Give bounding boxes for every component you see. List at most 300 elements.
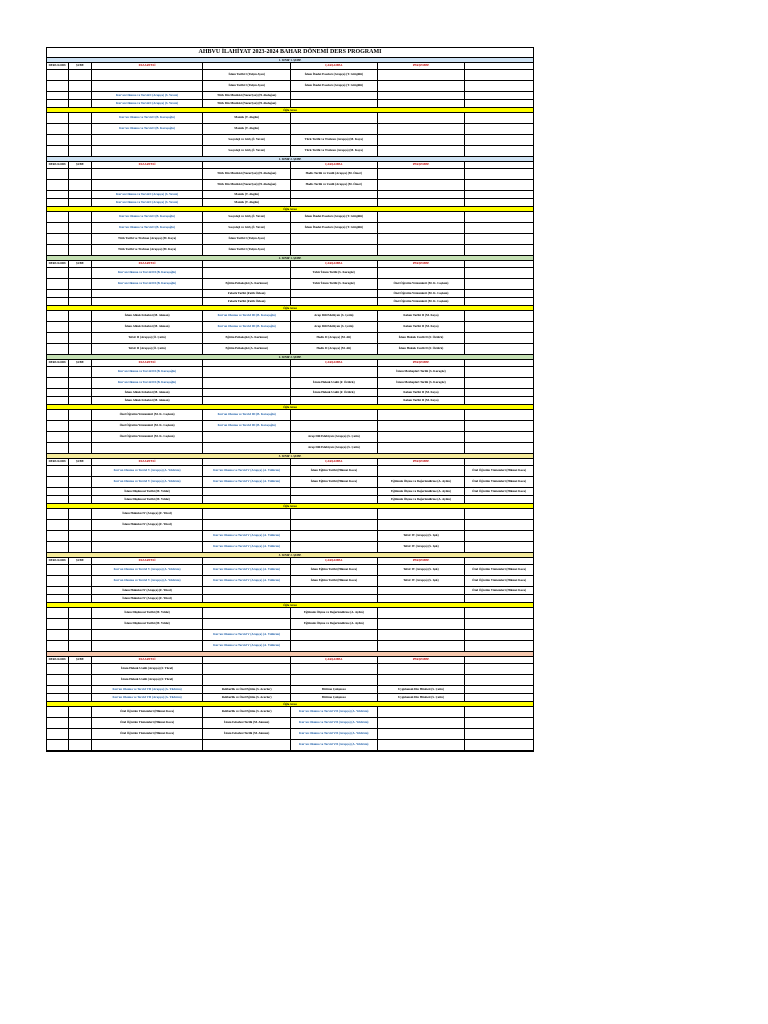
course-cell <box>69 92 92 99</box>
course-cell: Eğitimde Ölçme ve Değerlendirme (A. Aydın) <box>378 477 466 487</box>
header-cell: ÇARŞAMBA <box>291 459 378 465</box>
lunch-break-row: Öğle Arası <box>47 702 533 707</box>
course-cell <box>47 223 69 233</box>
course-cell: Kur'an Okuma ve Tecvid I (Arapça) (S. Yavuz) <box>92 191 204 198</box>
course-cell <box>378 212 466 222</box>
schedule-row <box>47 397 533 405</box>
course-cell <box>69 100 92 107</box>
lunch-break-row: Öğle Arası <box>47 207 533 212</box>
course-cell: İslam Tarihi I (Yalçın Aysu) <box>203 70 291 80</box>
section-band: 1. SINIF 1. ŞUBE <box>47 58 533 63</box>
course-cell: Kelam Tarihi II (M. Kaya) <box>378 389 466 396</box>
course-cell: İslam Hukuku IV (Arapça) (F. Yücel) <box>92 595 204 602</box>
course-cell <box>47 509 69 519</box>
course-cell <box>47 707 69 717</box>
course-cell <box>47 608 69 618</box>
course-cell <box>69 290 92 297</box>
course-cell <box>47 135 69 145</box>
course-cell: Özel Öğretim Yöntemleri (Hikmet Koca) <box>472 567 527 572</box>
course-cell <box>69 389 92 396</box>
course-cell <box>47 587 69 594</box>
course-cell <box>465 245 533 255</box>
course-cell <box>69 576 92 586</box>
course-cell <box>465 729 533 739</box>
course-cell: Uygulamalı Din Hitabeti (S. Çetin) <box>378 694 466 701</box>
course-cell <box>291 496 378 503</box>
course-cell <box>47 199 69 206</box>
header-cell: PAZARTESİ <box>92 261 204 267</box>
course-cell: İslam Felsefesi Tarihi (M. Akman) <box>203 718 291 728</box>
course-cell <box>291 520 378 530</box>
course-cell: İslam Felsefesi Tarihi (M. Akman) <box>203 729 291 739</box>
header-cell: DERS KODU <box>47 162 69 168</box>
course-cell: Türk Tarihi ve Trabzon (Arapça) (M. Kaya) <box>92 245 204 255</box>
course-cell <box>378 520 466 530</box>
course-cell: Eğitimde Ölçme ve Değerlendirme (A. Aydın) <box>378 488 466 495</box>
course-cell: Arap Dili Edebiyatı (Arapça) (S. Çetin) <box>291 432 378 442</box>
course-cell: Tefsir IV (Arapça) (S. Işık) <box>378 576 466 586</box>
course-cell <box>378 410 466 420</box>
header-cell: ÇARŞAMBA <box>291 360 378 366</box>
header-cell: ŞUBE <box>69 360 92 366</box>
course-cell <box>47 212 69 222</box>
course-cell: İslam Eğitim Tarihi (Hikmet Koca) <box>291 466 378 476</box>
course-cell <box>465 675 533 685</box>
course-cell: İslam Hukuku IV (Arapça) (F. Yücel) <box>92 509 204 519</box>
course-cell: Kur'an Okuma ve Tecvid V (Arapça) (A. Yıldırım) <box>92 466 204 476</box>
header-cell <box>465 558 533 564</box>
course-cell <box>47 421 69 431</box>
schedule-row <box>47 641 533 652</box>
course-cell <box>47 520 69 530</box>
course-cell <box>465 520 533 530</box>
course-cell <box>203 432 291 442</box>
schedule-row <box>47 466 533 477</box>
header-cell <box>203 558 291 564</box>
course-cell: Kur'an Okuma ve Tecvid V (Arapça) (A. Yıldırım) <box>203 576 291 586</box>
header-cell: ŞUBE <box>69 63 92 69</box>
course-cell: Kur'an Okuma ve Tecvid III (B. Karaçoğlu) <box>203 421 291 431</box>
course-cell <box>47 298 69 305</box>
course-cell: İslam Tarihi I (Yalçın Aysu) <box>203 245 291 255</box>
course-cell <box>378 146 466 156</box>
course-cell <box>47 542 69 552</box>
course-cell <box>47 443 69 453</box>
course-cell <box>291 531 378 541</box>
header-cell: PERŞEMBE <box>378 261 466 267</box>
header-cell: ÇARŞAMBA <box>291 63 378 69</box>
course-cell <box>291 245 378 255</box>
course-cell <box>69 421 92 431</box>
schedule-row <box>47 298 533 306</box>
course-cell <box>465 496 533 503</box>
course-cell <box>465 199 533 206</box>
course-cell <box>465 212 533 222</box>
course-cell: Özel Öğretim Yöntemleri (M. K. Coşkun) <box>92 421 204 431</box>
course-cell: Rehberlik ve Özel Eğitim (S. Acarlar) <box>203 707 291 717</box>
course-cell: İslam Düşüncesi Tarihi (M. Yıldız) <box>92 608 204 618</box>
header-row <box>47 459 533 466</box>
course-cell <box>465 718 533 728</box>
course-cell: Kur'an Okuma ve Tecvid I (Arapça) (S. Yavuz) <box>92 199 204 206</box>
course-cell <box>47 146 69 156</box>
schedule-row <box>47 587 533 595</box>
course-cell: İslam Ahlak Felsefesi (M. Akman) <box>92 311 204 321</box>
course-cell: İslam Düşüncesi Tarihi (M. Yıldız) <box>92 488 204 495</box>
course-cell: Özel Öğretim Yöntemleri (M. K. Coşkun) <box>92 410 204 420</box>
course-cell <box>203 488 291 495</box>
header-cell <box>465 261 533 267</box>
course-cell: Tefsir IV (Arapça) (S. Işık) <box>378 542 466 552</box>
course-cell <box>47 686 69 693</box>
course-cell <box>69 443 92 453</box>
course-cell <box>47 740 69 750</box>
course-cell <box>92 531 204 541</box>
course-cell <box>378 191 466 198</box>
course-cell <box>47 344 69 354</box>
course-cell <box>378 245 466 255</box>
course-cell <box>465 619 533 629</box>
course-cell <box>291 290 378 297</box>
course-cell <box>69 686 92 693</box>
course-cell: Kur'an Okuma ve Tecvid III (B. Karaçoğlu) <box>203 410 291 420</box>
header-cell: DERS KODU <box>47 558 69 564</box>
course-cell: Bitirme Çalışması <box>291 686 378 693</box>
course-cell: Tefsir İslam Tarihi (S. Karagöz) <box>291 268 378 278</box>
course-cell: Özel Öğretim Yöntemleri (Hikmet Koca) <box>472 587 527 592</box>
course-cell <box>47 245 69 255</box>
course-cell <box>47 234 69 244</box>
course-cell <box>465 333 533 343</box>
course-cell <box>291 234 378 244</box>
header-cell: ÇARŞAMBA <box>291 558 378 564</box>
course-cell <box>378 587 466 594</box>
course-cell <box>291 542 378 552</box>
course-cell: Tefsir IV (Arapça) (S. Işık) <box>378 565 466 575</box>
course-cell <box>203 389 291 396</box>
course-cell <box>69 378 92 388</box>
course-cell: Özel Öğretim Yöntemleri (M. K. Coşkun) <box>378 290 466 297</box>
course-cell <box>92 641 204 651</box>
course-cell <box>465 410 533 420</box>
course-cell <box>69 344 92 354</box>
schedule-row <box>47 212 533 223</box>
course-cell <box>291 191 378 198</box>
course-cell <box>47 81 69 91</box>
course-cell <box>465 694 533 701</box>
course-cell <box>378 608 466 618</box>
schedule-row <box>47 542 533 553</box>
course-cell <box>291 630 378 640</box>
schedule-row <box>47 410 533 421</box>
course-cell <box>378 641 466 651</box>
header-cell: ŞUBE <box>69 261 92 267</box>
course-cell <box>378 113 466 123</box>
course-cell <box>465 664 533 674</box>
course-cell <box>291 124 378 134</box>
schedule-row <box>47 664 533 675</box>
course-cell <box>69 279 92 289</box>
header-cell: PERŞEMBE <box>378 63 466 69</box>
course-cell: Kur'an Okuma ve Tecvid III (B. Karaçoğlu) <box>92 268 204 278</box>
course-cell <box>69 694 92 701</box>
schedule-row <box>47 389 533 397</box>
header-cell: PERŞEMBE <box>378 162 466 168</box>
header-cell <box>203 657 291 663</box>
schedule-row <box>47 191 533 199</box>
header-cell: DERS KODU <box>47 63 69 69</box>
course-cell <box>291 397 378 404</box>
course-cell <box>92 81 204 91</box>
course-cell <box>69 322 92 332</box>
header-cell: PAZARTESİ <box>92 657 204 663</box>
course-cell <box>69 641 92 651</box>
schedule-row <box>47 290 533 298</box>
course-cell <box>69 432 92 442</box>
course-cell <box>203 509 291 519</box>
course-cell: Eğitim Psikolojisi (A. Korkmaz) <box>203 279 291 289</box>
course-cell: İslam Eğitim Tarihi (Hikmet Koca) <box>291 477 378 487</box>
course-cell <box>47 466 69 476</box>
course-cell: Hadis Tarihi ve Usulü (Arapça) (M. Ömer) <box>291 180 378 190</box>
course-cell <box>203 367 291 377</box>
course-cell <box>465 641 533 651</box>
course-cell: Kur'an Okuma ve Tecvid I (B. Karaçoğlu) <box>92 113 204 123</box>
schedule-row <box>47 740 533 751</box>
course-cell <box>47 311 69 321</box>
schedule-row <box>47 113 533 124</box>
header-cell: DERS KODU <box>47 360 69 366</box>
course-cell <box>69 191 92 198</box>
course-cell <box>92 740 204 750</box>
course-cell <box>69 70 92 80</box>
course-cell: Kur'an Okuma ve Tecvid V (Arapça) (A. Yıldırım) <box>203 466 291 476</box>
header-cell <box>465 459 533 465</box>
course-cell <box>465 113 533 123</box>
course-cell <box>69 531 92 541</box>
course-cell: Türk Din Musikisi (Nazariyat) (H. Akdoğan) <box>203 100 291 107</box>
course-cell <box>465 81 533 91</box>
course-cell: Kur'an Okuma ve Tecvid III (B. Karaçoğlu) <box>92 378 204 388</box>
course-cell <box>465 509 533 519</box>
course-cell <box>69 113 92 123</box>
course-cell <box>465 389 533 396</box>
course-cell <box>69 595 92 602</box>
schedule-row <box>47 608 533 619</box>
course-cell: İslam Hukuku IV (Arapça) (F. Yücel) <box>92 587 204 594</box>
course-cell <box>47 664 69 674</box>
course-cell: Tefsir II (Arapça) (Ö. Çetin) <box>92 344 204 354</box>
course-cell <box>69 268 92 278</box>
course-cell <box>47 729 69 739</box>
header-cell <box>203 261 291 267</box>
course-cell <box>47 565 69 575</box>
lunch-break-row: Öğle Arası <box>47 504 533 509</box>
course-cell: Kur'an Okuma ve Tecvid V (Arapça) (A. Yıldırım) <box>203 630 291 640</box>
course-cell <box>378 432 466 442</box>
course-cell <box>465 740 533 750</box>
course-cell <box>465 124 533 134</box>
course-cell <box>465 397 533 404</box>
course-cell <box>47 641 69 651</box>
course-cell: Kur'an Okuma ve Tecvid V (Arapça) (A. Yıldırım) <box>203 542 291 552</box>
course-cell: Mantık (T. Akgün) <box>203 199 291 206</box>
schedule-row <box>47 520 533 531</box>
course-cell <box>69 488 92 495</box>
course-cell: İslam Hukuk Usulü (Arapça) (F. Yücel) <box>92 664 204 674</box>
course-cell <box>465 542 533 552</box>
course-cell <box>465 367 533 377</box>
course-cell <box>92 169 204 179</box>
course-cell <box>69 311 92 321</box>
course-cell <box>47 619 69 629</box>
course-cell <box>47 169 69 179</box>
course-cell <box>92 180 204 190</box>
course-cell <box>291 92 378 99</box>
course-cell: Özel Öğretim Yöntemleri (Hikmet Koca) <box>92 718 204 728</box>
course-cell <box>47 180 69 190</box>
course-cell <box>47 389 69 396</box>
course-cell <box>69 397 92 404</box>
lunch-break-row: Öğle Arası <box>47 108 533 113</box>
header-row <box>47 162 533 169</box>
course-cell <box>47 694 69 701</box>
course-cell <box>203 608 291 618</box>
schedule-row <box>47 367 533 378</box>
schedule-row <box>47 576 533 587</box>
schedule-row <box>47 694 533 702</box>
course-cell: İslam Düşüncesi Tarihi (M. Yıldız) <box>92 619 204 629</box>
course-cell: İslam Hukuku IV (Arapça) (F. Yücel) <box>92 520 204 530</box>
header-cell: DERS KODU <box>47 459 69 465</box>
schedule-row <box>47 488 533 496</box>
course-cell <box>47 675 69 685</box>
header-cell <box>203 162 291 168</box>
course-cell <box>92 290 204 297</box>
course-cell: Kur'an Okuma ve Tecvid V (Arapça) (A. Yıldırım) <box>203 565 291 575</box>
course-cell <box>465 608 533 618</box>
course-cell: Bitirme Çalışması <box>291 694 378 701</box>
schedule-row <box>47 443 533 454</box>
course-cell <box>47 124 69 134</box>
course-cell: Türk Din Musikisi (Nazariyat) (H. Akdoğan) <box>203 169 291 179</box>
course-cell <box>291 595 378 602</box>
course-cell: Kur'an Okuma ve Tecvid VII (Arapça) (A. Yıldırım) <box>291 707 378 717</box>
schedule-row <box>47 729 533 740</box>
header-cell: ŞUBE <box>69 558 92 564</box>
course-cell: İslam İbadet Esasları (Arapça) (T. Gürgülü) <box>291 81 378 91</box>
header-cell: DERS KODU <box>47 261 69 267</box>
course-cell: Kur'an Okuma ve Tecvid III (B. Karaçoğlu) <box>92 367 204 377</box>
section-band: 2. SINIF 1. ŞUBE <box>47 256 533 261</box>
course-cell <box>92 70 204 80</box>
course-cell <box>203 443 291 453</box>
course-cell <box>47 100 69 107</box>
schedule-row <box>47 718 533 729</box>
course-cell <box>465 707 533 717</box>
course-cell <box>465 234 533 244</box>
course-cell <box>465 180 533 190</box>
schedule-row <box>47 70 533 81</box>
schedule-body <box>47 58 533 751</box>
course-cell <box>47 432 69 442</box>
course-cell <box>465 630 533 640</box>
course-cell: Kur'an Okuma ve Tecvid III (B. Karaçoğlu) <box>92 279 204 289</box>
schedule-row <box>47 496 533 504</box>
schedule-row <box>47 234 533 245</box>
course-cell: Özel Öğretim Yöntemleri (Hikmet Koca) <box>472 479 527 484</box>
course-cell <box>69 542 92 552</box>
course-cell <box>203 675 291 685</box>
course-cell <box>465 268 533 278</box>
course-cell <box>69 81 92 91</box>
course-cell <box>291 298 378 305</box>
schedule-row <box>47 686 533 694</box>
schedule-row <box>47 169 533 180</box>
course-cell <box>378 70 466 80</box>
course-cell <box>47 268 69 278</box>
course-cell <box>92 298 204 305</box>
schedule-row <box>47 432 533 443</box>
schedule-row <box>47 630 533 641</box>
schedule-row <box>47 279 533 290</box>
course-cell <box>47 496 69 503</box>
course-cell <box>47 378 69 388</box>
header-cell: PERŞEMBE <box>378 360 466 366</box>
lunch-break-row: Öğle Arası <box>47 405 533 410</box>
course-cell: İslam Eğitim Tarihi (Hikmet Koca) <box>291 565 378 575</box>
section-band: 1. SINIF 2. ŞUBE <box>47 157 533 162</box>
course-cell <box>378 619 466 629</box>
course-cell <box>465 686 533 693</box>
course-cell <box>203 595 291 602</box>
course-cell <box>465 146 533 156</box>
course-cell <box>465 322 533 332</box>
course-cell <box>378 443 466 453</box>
course-cell <box>47 410 69 420</box>
course-cell: Özel Öğretim Yöntemleri (Hikmet Koca) <box>472 468 527 473</box>
course-cell <box>465 279 533 289</box>
header-cell: ÇARŞAMBA <box>291 657 378 663</box>
course-cell: Kur'an Okuma ve Tecvid V (Arapça) (A. Yıldırım) <box>203 641 291 651</box>
course-cell <box>47 397 69 404</box>
course-cell: Türk Tarihi ve Trabzon (Arapça) (M. Kaya) <box>92 234 204 244</box>
schedule-row <box>47 311 533 322</box>
course-cell: Kur'an Okuma ve Tecvid V (Arapça) (A. Yıldırım) <box>92 576 204 586</box>
course-cell <box>69 223 92 233</box>
course-cell <box>465 344 533 354</box>
course-cell: Rehberlik ve Özel Eğitim (S. Acarlar) <box>203 694 291 701</box>
course-cell <box>378 466 466 476</box>
course-cell <box>47 477 69 487</box>
course-cell <box>47 191 69 198</box>
course-cell <box>69 410 92 420</box>
lunch-break-row: Öğle Arası <box>47 603 533 608</box>
course-cell <box>465 311 533 321</box>
course-cell <box>291 488 378 495</box>
header-row <box>47 261 533 268</box>
course-cell <box>291 675 378 685</box>
course-cell <box>92 146 204 156</box>
course-cell <box>465 443 533 453</box>
schedule-row <box>47 378 533 389</box>
course-cell: İslam İbadet Esasları (Arapça) (T. Gürgülü) <box>291 70 378 80</box>
course-cell <box>291 641 378 651</box>
schedule-row <box>47 675 533 686</box>
course-cell <box>47 322 69 332</box>
header-cell: PERŞEMBE <box>378 558 466 564</box>
course-cell: Kelam Tarihi II (M. Kaya) <box>378 311 466 321</box>
